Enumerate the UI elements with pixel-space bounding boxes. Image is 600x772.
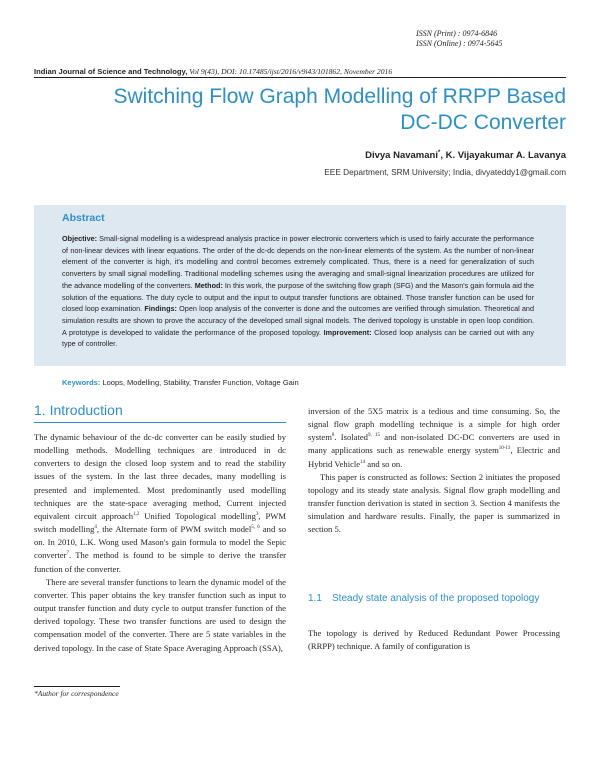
footnote: *Author for correspondence xyxy=(34,689,119,698)
intro-paragraph-1 xyxy=(34,431,286,576)
subsection-paragraph: The topology is derived by Reduced Redundant Power Processing (RRPP) technique. A family of configuration is xyxy=(308,628,560,652)
header-divider xyxy=(34,77,566,78)
abstract-heading: Abstract xyxy=(62,212,105,224)
journal-details: Vol 9(43), DOI: 10.17485/ijst/2016/v9i43/101862, November 2016 xyxy=(189,67,393,76)
other-authors: , K. Vijayakumar A. Lavanya xyxy=(440,150,566,162)
text-run: inversion of the 5X5 matrix is a tedious and time consuming. So, the signal flow graph modelling technique is a simple for high order system xyxy=(308,406,560,443)
subsection-heading xyxy=(308,592,568,606)
keywords-label: Keywords: xyxy=(62,378,101,387)
citation: 1,2 xyxy=(133,512,140,518)
subsection-title: Steady state analysis of the proposed topology xyxy=(332,593,540,604)
section-divider xyxy=(34,422,286,423)
text-run: , the Alternate form of PWM switch model xyxy=(96,524,252,535)
text-run: , PWM switch modelling xyxy=(34,510,286,535)
subsection-body xyxy=(308,627,560,653)
right-column xyxy=(308,405,560,537)
text-run: and non-isolated DC-DC converters are used in many applications such as renewable energy system xyxy=(308,432,561,456)
text-run: and so on. xyxy=(365,458,403,469)
citation: 9, 15 xyxy=(367,433,381,439)
author-1-mark: * xyxy=(437,150,441,156)
citation: 5, 6 xyxy=(251,525,260,531)
text-run: The dynamic behaviour of the dc-dc converter can be easily studied by modelling methods. Modelling techniques are introduced in dc converters to design the closed loop system and to read the stability issues of the system. In the last three decades, many modelling is presented and implemented. Most predominantly used modelling techniques are the state-space averaging method, Current injected equivalent circuit approach xyxy=(34,432,286,521)
improvement-text: Closed loop analysis can be carried out with any type of controller. xyxy=(62,327,535,349)
text-run: . The method is found to be simple to derive the transfer function of the converter. xyxy=(34,550,286,574)
keywords xyxy=(62,378,299,387)
paper-title: Switching Flow Graph Modelling of RRPP Based DC-DC Converter xyxy=(113,85,566,134)
objective-label: Objective: xyxy=(62,234,98,243)
findings-label: Findings: xyxy=(144,304,177,314)
text-run: There are several transfer functions to learn the dynamic model of the converter. This paper obtains the key transfer function such as input to output transfer function and duty cycle to output transfer function of the derived topology. These two transfer functions are used to design the compensation model of the converter. There are 5 state variables in the derived topology. In the case of State Space Averaging Approach (SSA), xyxy=(34,576,286,653)
citation: 7 xyxy=(66,551,69,557)
citation: 8 xyxy=(331,433,335,439)
intro-paragraph-2 xyxy=(34,576,286,655)
objective-text: Small-signal modelling is a widespread analysis practice in power electronic converters which is used to fairly accurate the performance of non-linear devices with linear equations. The order of the dc-dc depends on the non-linear elements of the system. As the number of non-linear element of the converter is high, it's modelling and control becomes extremely complicated. Thus, there is a need for generalization of such converters by small signal modelling. Traditional modelling schemes using the averaging and small-signal linearization procedures are utilized for the advance modelling of the converters. xyxy=(62,234,534,290)
journal-citation xyxy=(34,67,392,76)
intro-paragraph-3: This paper is constructed as follows: Section 2 initiates the proposed topology and its steady state analysis. Signal flow graph modelling and transfer function derivation is stated in section 3. Section 4 manifests the simulation and hardware results. Finally, the paper is summarized in section 5. xyxy=(308,471,560,535)
citation: 4 xyxy=(94,525,97,531)
findings-text: Open loop analysis of the converter is done and the outcomes are verified through simulation. Theoretical and simulation results are shown to prove the accuracy of the developed small signal models. The derived topology is unstable in open loop condition. A prototype is developed to validate the performance of the proposed topology. xyxy=(62,304,534,337)
footnote-divider xyxy=(34,686,120,687)
author-1: Divya Navamani xyxy=(365,150,438,162)
method-text: In this work, the purpose of the switching flow graph (SFG) and the Mason's gain formula aid the solution of the equations. The duty cycle to output and the input to output transfer functions are obtained. Those transfer function can be used for closed loop examination. xyxy=(62,280,534,314)
author-list xyxy=(365,150,566,161)
section-heading: 1. Introduction xyxy=(34,402,123,418)
citation: 14 xyxy=(360,459,366,465)
keywords-text: Loops, Modelling, Stability, Transfer Function, Voltage Gain xyxy=(102,378,299,387)
intro-paragraph-2-continued xyxy=(308,405,560,471)
text-run: , Electric and Hybrid Vehicle xyxy=(308,445,560,469)
issn-online: ISSN (Online) : 0974-5645 xyxy=(416,39,503,48)
text-run: and so on. In 2010, L.K. Wong used Mason's gain formula to model the Sepic converter xyxy=(34,524,287,561)
subsection-number: 1.1 xyxy=(308,593,322,604)
abstract-text xyxy=(62,233,534,350)
journal-name: Indian Journal of Science and Technology, xyxy=(34,67,188,76)
method-label: Method: xyxy=(194,280,223,290)
left-column xyxy=(34,431,286,655)
text-run: . Isolated xyxy=(334,432,368,443)
text-run: Unified Topological modelling xyxy=(139,510,256,521)
improvement-label: Improvement: xyxy=(323,327,372,337)
citation: 10-13 xyxy=(498,446,511,452)
issn-print: ISSN (Print) : 0974-6846 xyxy=(416,29,498,38)
affiliation: EEE Department, SRM University; India, divyateddy1@gmail.com xyxy=(324,167,566,177)
citation: 3 xyxy=(255,512,259,518)
